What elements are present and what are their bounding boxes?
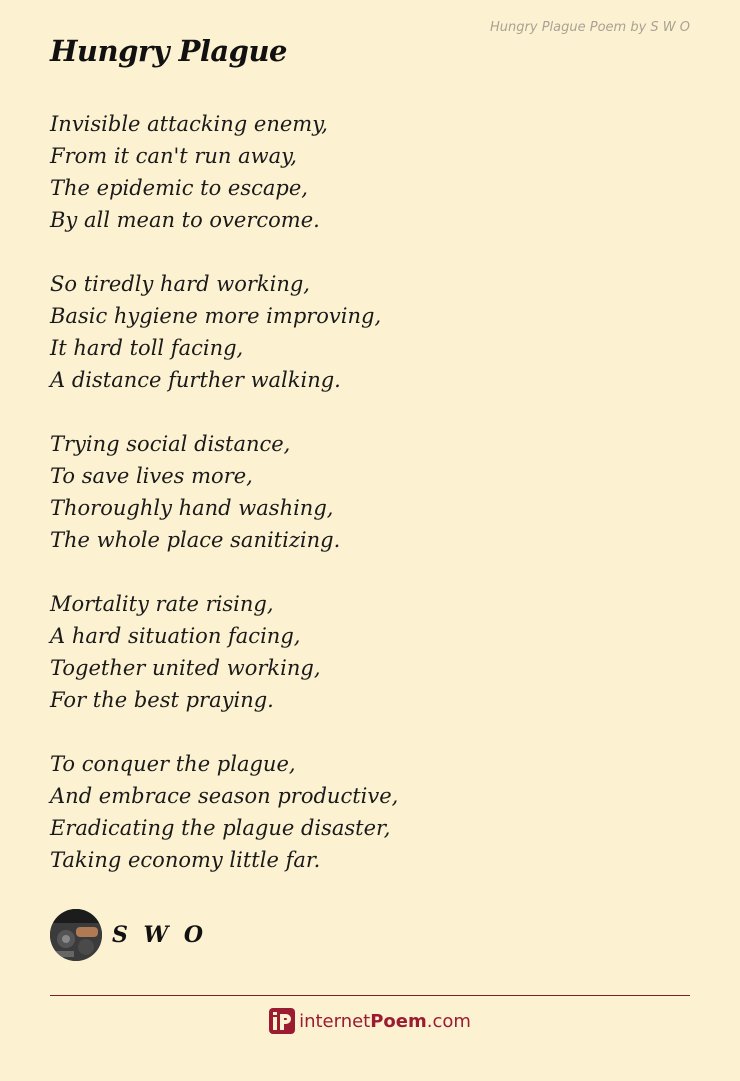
poem-line: From it can't run away, xyxy=(50,144,297,168)
poem-line: Basic hygiene more improving, xyxy=(50,304,382,328)
poem-line: Thoroughly hand washing, xyxy=(50,496,334,520)
poem-line: Together united working, xyxy=(50,656,321,680)
stanza xyxy=(50,428,690,556)
poem-line: Trying social distance, xyxy=(50,432,291,456)
poem-attribution: Hungry Plague Poem by S W O xyxy=(490,20,690,35)
poem-body xyxy=(50,108,690,908)
poem-line: Taking economy little far. xyxy=(50,848,321,872)
poem-line: And embrace season productive, xyxy=(50,784,399,808)
internetpoem-logo-icon xyxy=(269,1008,295,1034)
poem-line: To conquer the plague, xyxy=(50,752,296,776)
author-name[interactable]: S W O xyxy=(112,922,208,948)
poem-line: For the best praying. xyxy=(50,688,274,712)
poem-title: Hungry Plague xyxy=(50,34,287,68)
site-footer[interactable] xyxy=(0,1007,740,1035)
brand-bold: Poem xyxy=(370,1010,427,1032)
stanza xyxy=(50,268,690,396)
poem-line: The epidemic to escape, xyxy=(50,176,308,200)
poem-line: Invisible attacking enemy, xyxy=(50,112,328,136)
poem-line: It hard toll facing, xyxy=(50,336,244,360)
poem-line: To save lives more, xyxy=(50,464,253,488)
brand-suffix: .com xyxy=(426,1010,471,1032)
author-photo-icon xyxy=(50,909,102,961)
poem-line: Mortality rate rising, xyxy=(50,592,274,616)
stanza xyxy=(50,108,690,236)
author-block[interactable] xyxy=(50,909,207,961)
poem-line: The whole place sanitizing. xyxy=(50,528,341,552)
poem-line: So tiredly hard working, xyxy=(50,272,310,296)
stanza xyxy=(50,748,690,876)
site-logo-text[interactable] xyxy=(299,1011,471,1032)
poem-line: Eradicating the plague disaster, xyxy=(50,816,391,840)
author-avatar[interactable] xyxy=(50,909,102,961)
poem-line: A distance further walking. xyxy=(50,368,341,392)
poem-line: A hard situation facing, xyxy=(50,624,301,648)
poem-line: By all mean to overcome. xyxy=(50,208,320,232)
footer-divider xyxy=(50,995,690,996)
stanza xyxy=(50,588,690,716)
brand-prefix: internet xyxy=(299,1010,371,1032)
